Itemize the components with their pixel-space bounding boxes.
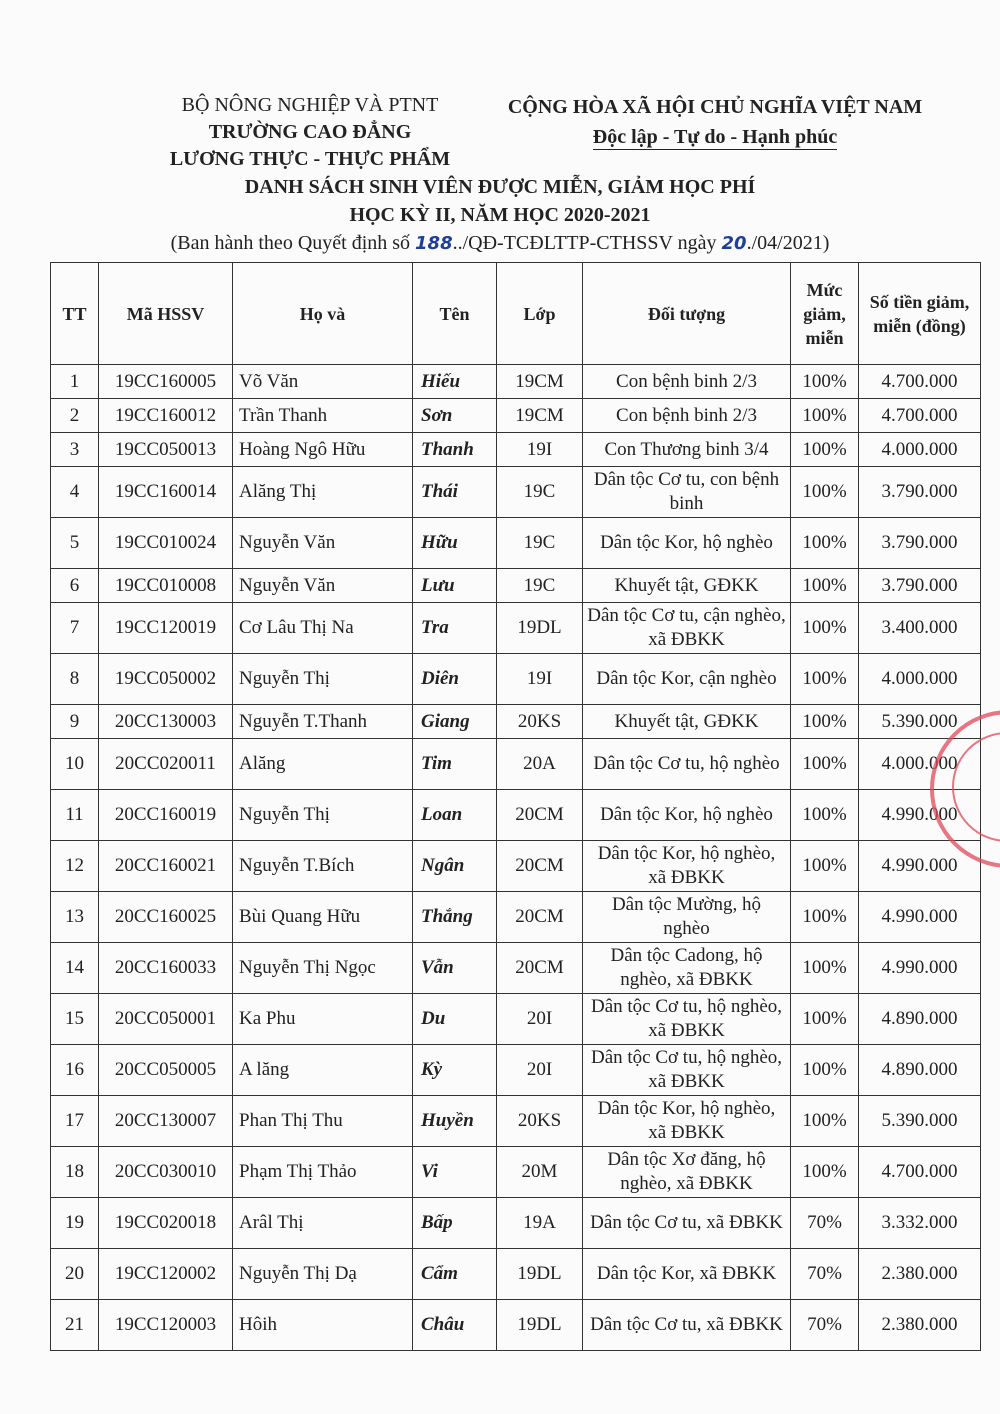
row-number: 9 [51, 705, 99, 739]
student-class: 19A [497, 1198, 583, 1249]
country-name: CỘNG HÒA XÃ HỘI CHỦ NGHĨA VIỆT NAM [507, 96, 923, 118]
reduction-rate: 100% [791, 603, 859, 654]
student-lastname: Nguyễn Thị Ngọc [233, 943, 413, 994]
document-title: DANH SÁCH SINH VIÊN ĐƯỢC MIỄN, GIẢM HỌC PHÍ [244, 176, 756, 198]
student-target: Khuyết tật, GĐKK [583, 569, 791, 603]
student-target: Dân tộc Kor, xã ĐBKK [583, 1249, 791, 1300]
decision-middle: ../QĐ-TCĐLTTP-CTHSSV ngày [452, 232, 722, 254]
student-code: 20CC020011 [99, 739, 233, 790]
row-number: 1 [51, 365, 99, 399]
col-header-target: Đối tượng [583, 263, 791, 365]
table-row [51, 1045, 981, 1096]
student-class: 19I [497, 654, 583, 705]
reduction-rate: 70% [791, 1300, 859, 1351]
col-header-firstname: Tên [413, 263, 497, 365]
reduction-amount: 4.700.000 [859, 1147, 981, 1198]
student-lastname: Nguyễn T.Thanh [233, 705, 413, 739]
row-number: 20 [51, 1249, 99, 1300]
student-code: 19CC050002 [99, 654, 233, 705]
student-firstname: Du [413, 994, 497, 1045]
student-code: 20CC160025 [99, 892, 233, 943]
reduction-rate: 100% [791, 399, 859, 433]
reduction-rate: 100% [791, 1147, 859, 1198]
table-row [51, 1249, 981, 1300]
reduction-amount: 4.990.000 [859, 841, 981, 892]
reduction-amount: 4.990.000 [859, 892, 981, 943]
row-number: 12 [51, 841, 99, 892]
student-lastname: Alăng Thị [233, 467, 413, 518]
student-firstname: Thắng [413, 892, 497, 943]
student-firstname: Thanh [413, 433, 497, 467]
reduction-rate: 70% [791, 1198, 859, 1249]
student-lastname: Võ Văn [233, 365, 413, 399]
row-number: 8 [51, 654, 99, 705]
student-lastname: Nguyễn Thị [233, 654, 413, 705]
reduction-rate: 100% [791, 994, 859, 1045]
student-lastname: Nguyễn Văn [233, 518, 413, 569]
table-row [51, 943, 981, 994]
student-firstname: Kỳ [413, 1045, 497, 1096]
table-row [51, 739, 981, 790]
student-lastname: Bùi Quang Hữu [233, 892, 413, 943]
student-code: 19CC160005 [99, 365, 233, 399]
student-lastname: Nguyễn Thị [233, 790, 413, 841]
student-code: 19CC020018 [99, 1198, 233, 1249]
student-target: Dân tộc Cơ tu, hộ nghèo [583, 739, 791, 790]
national-motto: Độc lập - Tự do - Hạnh phúc [592, 126, 838, 148]
student-list-table [50, 262, 981, 1351]
ministry-name: BỘ NÔNG NGHIỆP VÀ PTNT [181, 94, 439, 116]
student-class: 19CM [497, 399, 583, 433]
reduction-rate: 100% [791, 739, 859, 790]
student-class: 19DL [497, 1249, 583, 1300]
student-code: 19CC050013 [99, 433, 233, 467]
student-firstname: Cẩm [413, 1249, 497, 1300]
student-lastname: Phạm Thị Thảo [233, 1147, 413, 1198]
reduction-rate: 100% [791, 892, 859, 943]
document-term: HỌC KỲ II, NĂM HỌC 2020-2021 [349, 204, 651, 226]
reduction-amount: 4.890.000 [859, 1045, 981, 1096]
student-code: 19CC160012 [99, 399, 233, 433]
student-firstname: Vẫn [413, 943, 497, 994]
student-lastname: Ka Phu [233, 994, 413, 1045]
student-code: 20CC030010 [99, 1147, 233, 1198]
table-row [51, 433, 981, 467]
reduction-amount: 4.990.000 [859, 790, 981, 841]
decision-day: 20 [721, 233, 747, 254]
table-row [51, 603, 981, 654]
student-target: Dân tộc Cơ tu, con bệnh binh [583, 467, 791, 518]
reduction-amount: 3.790.000 [859, 467, 981, 518]
row-number: 17 [51, 1096, 99, 1147]
reduction-amount: 4.000.000 [859, 739, 981, 790]
student-firstname: Ngân [413, 841, 497, 892]
student-lastname: Hôih [233, 1300, 413, 1351]
student-lastname: Hoàng Ngô Hữu [233, 433, 413, 467]
student-target: Con bệnh binh 2/3 [583, 365, 791, 399]
student-code: 20CC160021 [99, 841, 233, 892]
reduction-amount: 4.000.000 [859, 433, 981, 467]
student-target: Dân tộc Cơ tu, hộ nghèo, xã ĐBKK [583, 1045, 791, 1096]
table-row [51, 399, 981, 433]
reduction-amount: 3.332.000 [859, 1198, 981, 1249]
reduction-rate: 100% [791, 433, 859, 467]
table-row [51, 654, 981, 705]
reduction-rate: 100% [791, 365, 859, 399]
student-lastname: Trần Thanh [233, 399, 413, 433]
reduction-amount: 4.890.000 [859, 994, 981, 1045]
national-header [470, 92, 960, 152]
student-class: 20A [497, 739, 583, 790]
student-class: 19C [497, 467, 583, 518]
student-class: 19I [497, 433, 583, 467]
student-firstname: Tra [413, 603, 497, 654]
student-lastname: Cơ Lâu Thị Na [233, 603, 413, 654]
student-target: Dân tộc Cơ tu, xã ĐBKK [583, 1300, 791, 1351]
student-code: 20CC130003 [99, 705, 233, 739]
table-row [51, 892, 981, 943]
issuer-header [120, 92, 500, 173]
student-target: Con Thương binh 3/4 [583, 433, 791, 467]
decision-prefix: (Ban hành theo Quyết định số [170, 232, 416, 254]
student-target: Dân tộc Kor, hộ nghèo [583, 790, 791, 841]
student-code: 19CC120019 [99, 603, 233, 654]
reduction-rate: 100% [791, 705, 859, 739]
student-class: 19DL [497, 603, 583, 654]
student-target: Dân tộc Kor, hộ nghèo, xã ĐBKK [583, 1096, 791, 1147]
col-header-class: Lớp [497, 263, 583, 365]
student-lastname: A lăng [233, 1045, 413, 1096]
reduction-amount: 3.790.000 [859, 569, 981, 603]
row-number: 11 [51, 790, 99, 841]
decision-reference [0, 232, 1000, 255]
student-target: Khuyết tật, GĐKK [583, 705, 791, 739]
student-code: 19CC160014 [99, 467, 233, 518]
student-firstname: Loan [413, 790, 497, 841]
student-firstname: Diên [413, 654, 497, 705]
student-class: 20CM [497, 943, 583, 994]
student-target: Dân tộc Cơ tu, cận nghèo, xã ĐBKK [583, 603, 791, 654]
row-number: 3 [51, 433, 99, 467]
student-class: 20I [497, 1045, 583, 1096]
row-number: 16 [51, 1045, 99, 1096]
student-lastname: Nguyễn Thị Dạ [233, 1249, 413, 1300]
row-number: 13 [51, 892, 99, 943]
student-target: Dân tộc Kor, hộ nghèo, xã ĐBKK [583, 841, 791, 892]
decision-number: 188 [415, 233, 453, 254]
row-number: 19 [51, 1198, 99, 1249]
row-number: 21 [51, 1300, 99, 1351]
row-number: 10 [51, 739, 99, 790]
reduction-amount: 4.700.000 [859, 399, 981, 433]
student-class: 20KS [497, 705, 583, 739]
student-target: Con bệnh binh 2/3 [583, 399, 791, 433]
student-lastname: Phan Thị Thu [233, 1096, 413, 1147]
student-code: 19CC120003 [99, 1300, 233, 1351]
student-firstname: Giang [413, 705, 497, 739]
student-target: Dân tộc Mường, hộ nghèo [583, 892, 791, 943]
student-class: 20CM [497, 841, 583, 892]
student-code: 20CC160033 [99, 943, 233, 994]
school-name-line2: LƯƠNG THỰC - THỰC PHẨM [169, 148, 451, 170]
student-firstname: Huyền [413, 1096, 497, 1147]
reduction-rate: 100% [791, 654, 859, 705]
student-code: 19CC120002 [99, 1249, 233, 1300]
student-firstname: Vi [413, 1147, 497, 1198]
reduction-amount: 5.390.000 [859, 1096, 981, 1147]
row-number: 5 [51, 518, 99, 569]
table-header-row [51, 263, 981, 365]
reduction-amount: 4.990.000 [859, 943, 981, 994]
student-firstname: Lưu [413, 569, 497, 603]
reduction-amount: 5.390.000 [859, 705, 981, 739]
row-number: 7 [51, 603, 99, 654]
row-number: 15 [51, 994, 99, 1045]
student-target: Dân tộc Kor, cận nghèo [583, 654, 791, 705]
table-row [51, 1198, 981, 1249]
reduction-rate: 100% [791, 790, 859, 841]
student-class: 19C [497, 569, 583, 603]
table-row [51, 841, 981, 892]
col-header-amount: Số tiền giảm, miễn (đồng) [859, 263, 981, 365]
reduction-amount: 2.380.000 [859, 1300, 981, 1351]
row-number: 14 [51, 943, 99, 994]
student-target: Dân tộc Cơ tu, hộ nghèo, xã ĐBKK [583, 994, 791, 1045]
student-target: Dân tộc Cadong, hộ nghèo, xã ĐBKK [583, 943, 791, 994]
reduction-amount: 4.700.000 [859, 365, 981, 399]
table-row [51, 1300, 981, 1351]
table-row [51, 569, 981, 603]
reduction-rate: 100% [791, 841, 859, 892]
reduction-amount: 2.380.000 [859, 1249, 981, 1300]
reduction-amount: 3.790.000 [859, 518, 981, 569]
reduction-amount: 3.400.000 [859, 603, 981, 654]
student-class: 20CM [497, 892, 583, 943]
student-code: 19CC010024 [99, 518, 233, 569]
student-firstname: Thái [413, 467, 497, 518]
student-firstname: Sơn [413, 399, 497, 433]
table-row [51, 1147, 981, 1198]
student-firstname: Tim [413, 739, 497, 790]
student-lastname: Alăng [233, 739, 413, 790]
table-body [51, 365, 981, 1351]
student-class: 19DL [497, 1300, 583, 1351]
student-class: 20KS [497, 1096, 583, 1147]
student-firstname: Hữu [413, 518, 497, 569]
row-number: 6 [51, 569, 99, 603]
table-row [51, 790, 981, 841]
student-code: 20CC050001 [99, 994, 233, 1045]
table-row [51, 994, 981, 1045]
reduction-amount: 4.000.000 [859, 654, 981, 705]
col-header-rate: Mức giảm, miễn [791, 263, 859, 365]
student-class: 20I [497, 994, 583, 1045]
student-code: 19CC010008 [99, 569, 233, 603]
student-class: 19CM [497, 365, 583, 399]
col-header-lastname: Họ và [233, 263, 413, 365]
reduction-rate: 70% [791, 1249, 859, 1300]
student-class: 20CM [497, 790, 583, 841]
reduction-rate: 100% [791, 943, 859, 994]
reduction-rate: 100% [791, 518, 859, 569]
reduction-rate: 100% [791, 1096, 859, 1147]
student-code: 20CC160019 [99, 790, 233, 841]
col-header-code: Mã HSSV [99, 263, 233, 365]
row-number: 18 [51, 1147, 99, 1198]
table-row [51, 365, 981, 399]
reduction-rate: 100% [791, 467, 859, 518]
student-firstname: Châu [413, 1300, 497, 1351]
student-target: Dân tộc Kor, hộ nghèo [583, 518, 791, 569]
student-code: 20CC050005 [99, 1045, 233, 1096]
student-lastname: Nguyễn T.Bích [233, 841, 413, 892]
student-target: Dân tộc Cơ tu, xã ĐBKK [583, 1198, 791, 1249]
student-class: 20M [497, 1147, 583, 1198]
reduction-rate: 100% [791, 1045, 859, 1096]
row-number: 2 [51, 399, 99, 433]
col-header-tt: TT [51, 263, 99, 365]
row-number: 4 [51, 467, 99, 518]
table-row [51, 518, 981, 569]
student-firstname: Hiếu [413, 365, 497, 399]
table-row [51, 705, 981, 739]
school-name-line1: TRƯỜNG CAO ĐẲNG [208, 121, 412, 143]
student-lastname: Arâl Thị [233, 1198, 413, 1249]
table-row [51, 1096, 981, 1147]
decision-suffix: ./04/2021) [746, 232, 830, 254]
student-code: 20CC130007 [99, 1096, 233, 1147]
reduction-rate: 100% [791, 569, 859, 603]
student-lastname: Nguyễn Văn [233, 569, 413, 603]
table-row [51, 467, 981, 518]
student-class: 19C [497, 518, 583, 569]
student-firstname: Bấp [413, 1198, 497, 1249]
student-target: Dân tộc Xơ đăng, hộ nghèo, xã ĐBKK [583, 1147, 791, 1198]
